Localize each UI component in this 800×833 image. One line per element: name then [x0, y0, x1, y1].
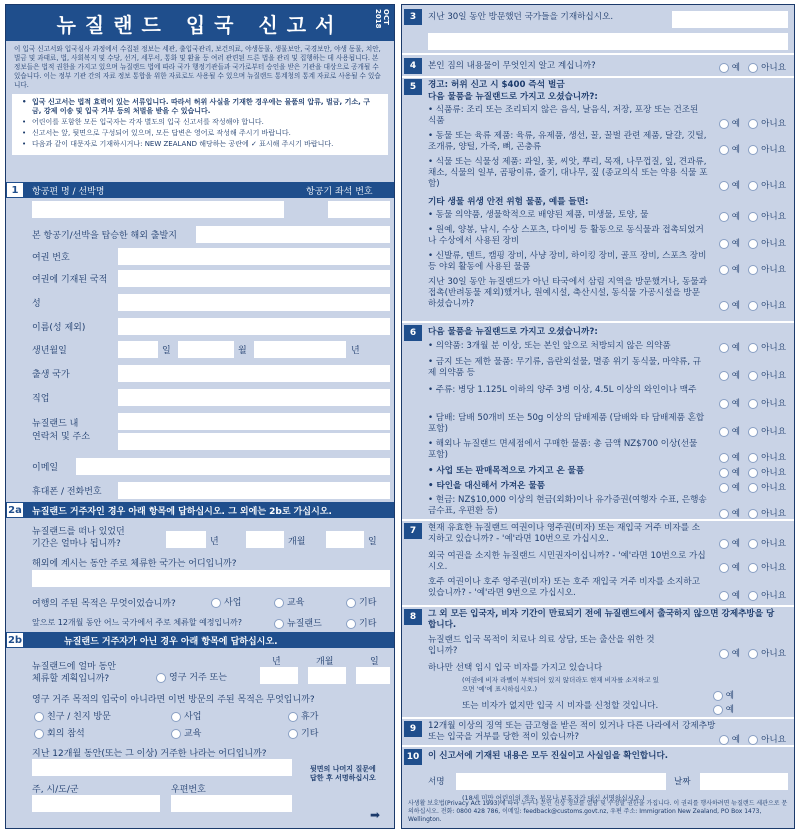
purpose-education[interactable]: 교육	[274, 595, 304, 608]
birth-country-input[interactable]	[118, 365, 390, 382]
section-num: 10	[404, 749, 422, 765]
note-1: • 입국 신고서는 법적 효력이 있는 서류입니다. 따라서 허위 사실을 기재한 경우에는 물품의 압류, 벌금, 기소, 구금, 강제 이송 및 입국 거부 등의 처벌을 받을 수 있습니다.	[22, 98, 378, 116]
section-num: 6	[404, 325, 422, 341]
divider	[402, 76, 794, 78]
nationality-label: 여권에 기재된 국적	[32, 275, 108, 285]
purpose-business[interactable]: 사업	[171, 709, 201, 722]
medical-yn[interactable]: 예 아니요	[711, 647, 786, 659]
purpose-business[interactable]: 사업	[211, 595, 241, 608]
equipment-yn[interactable]: 예 아니요	[711, 237, 786, 249]
surname-input[interactable]	[118, 294, 390, 311]
phone-input[interactable]	[118, 482, 390, 499]
s5-head: 다음 물품을 뉴질랜드로 가지고 오셨습니까?:	[428, 92, 598, 102]
s6-others-goods: • 타인을 대신해서 가져온 물품	[428, 481, 546, 491]
section-2b-title: 뉴질랜드 거주자가 아닌 경우 아래 항목에 답하십시오.	[64, 636, 278, 647]
s6-commercial: • 사업 또는 판매목적으로 가지고 온 물품	[428, 466, 585, 476]
absence-months-input[interactable]	[246, 531, 284, 548]
s7-a: 현재 유효한 뉴질랜드 여권이나 영주권(비자) 또는 재입국 거주 비자를 소지하고 있습니까? - '예'라면 10번으로 가십시오.	[428, 523, 701, 544]
absence-months-label: 개월	[288, 537, 306, 547]
absence-days-label: 일	[368, 537, 377, 547]
visit-purpose-label: 영구 거주 목적의 입국이 아니라면 이번 방문의 주된 목적은 무엇입니까?	[32, 695, 315, 705]
nz-address-label-2: 연락처 및 주소	[32, 432, 90, 442]
tobacco-yn[interactable]: 예 아니요	[711, 425, 786, 437]
dutyfree-yn[interactable]: 예 아니요	[711, 451, 786, 463]
countries-visited-input-1[interactable]	[672, 11, 788, 28]
s5-medicine: • 동물 의약품, 생물학적으로 배양된 제품, 미생물, 토양, 물	[428, 210, 649, 220]
plant-yn[interactable]: 예 아니요	[711, 179, 786, 191]
next-12-months-label: 앞으로 12개월 동안 어느 국가에서 주로 체류할 예정입니까?	[32, 618, 242, 627]
stay-length-label-2: 체류할 계획입니까?	[32, 674, 110, 684]
divider	[402, 321, 794, 323]
city-input[interactable]	[32, 795, 160, 812]
nz-address-input-2[interactable]	[118, 433, 390, 450]
absence-days-input[interactable]	[326, 531, 364, 548]
s8-visa-on-arrival: 또는 비자가 없지만 입국 시 비자를 신청할 것입니다.	[462, 701, 659, 711]
country-stayed-label: 해외에 계시는 동안 주로 체류한 국가는 어디입니까?	[32, 559, 237, 569]
dob-month-input[interactable]	[178, 341, 234, 358]
alcohol-yn[interactable]: 예 아니요	[711, 397, 786, 409]
s5-head2: 기타 생물 위생 안전 위험 물품, 예를 들면:	[428, 197, 589, 207]
countries-visited-input-2[interactable]	[428, 33, 788, 50]
s6-cash: • 현금: NZ$10,000 이상의 현금(외화)이나 유가증권(여행자 수표, 은행송금수표, 우편환 등)	[428, 495, 707, 516]
given-name-input[interactable]	[118, 318, 390, 335]
dob-month-label: 월	[238, 346, 247, 356]
s6-prohibited: • 금지 또는 제한 물품: 무기류, 음란외설물, 멸종 위기 동식물, 마약류, 규제 의약품 등	[428, 357, 702, 378]
flight-label: 항공편 명 / 선박명	[32, 187, 105, 197]
section-2a-head	[6, 502, 394, 518]
stay-months-label: 개월	[316, 657, 334, 667]
given-name-label: 이름(성 제외)	[32, 323, 86, 333]
s5-equipment: • 원예, 양봉, 낚시, 수상 스포츠, 다이빙 등 활동으로 동식물과 접촉되었거나 수상에서 사용된 장비	[428, 225, 704, 246]
s10-note: (18세 미만 어린이의 경우, 부모나 보호자가 대신 서명하십시오.)	[462, 794, 645, 802]
email-label: 이메일	[32, 463, 59, 473]
stay-months-input[interactable]	[308, 667, 346, 684]
commercial-yn[interactable]: 예 아니요	[711, 466, 786, 478]
privacy-intro: 이 입국 신고서와 입국심사 과정에서 수집된 정보는 세관, 출입국관리, 보건의료, 야생동물, 생물보안, 국경보안, 야생 동물, 치안, 벌금 및 과태료, 법, 사회복지 및 수당, 선거, 세무서, 통화 및 환율 등 여러 관련된 드른 법을 관리 및 집행하는 데 사용됩니다. 본 정보들은 법적 권한을 가지고 있으며 뉴질랜드 법에 따라 국가 행정기관들과 국가로부터 승인을 받은 기관을 대상으로 공개될 수 있습니다. 이는 정부 기관 간의 자료 정보 통합을 위한 자료로도 사용될 수 있으며 뉴질랜드 통계청의 통계 자료로 사용될 수 있습니다.	[14, 45, 381, 89]
s8-medical: 뉴질랜드 입국 목적이 치료나 의료 상담, 또는 출산을 위한 것입니까?	[428, 635, 655, 656]
absence-label-1: 뉴질랜드를 떠나 있었던	[32, 527, 125, 537]
others-goods-yn[interactable]: 예 아니요	[711, 481, 786, 493]
note-3: • 신고서는 앞, 뒷면으로 구성되어 있으며, 모든 답변은 영어로 작성해 주시기 바랍니다.	[22, 129, 378, 138]
next-other[interactable]: 기타	[346, 616, 376, 629]
cash-yn[interactable]: 예 아니요	[711, 507, 786, 519]
absence-years-label: 년	[210, 537, 219, 547]
country-stayed-input[interactable]	[32, 570, 390, 587]
food-yn[interactable]: 예 아니요	[711, 117, 786, 129]
criminal-yn[interactable]: 예 아니요	[711, 733, 786, 745]
section-num: 5	[404, 79, 422, 95]
occupation-input[interactable]	[118, 389, 390, 406]
stay-years-label: 년	[272, 657, 281, 667]
s8-visa-note: (여권에 비자 라벨이 부착되어 있지 않더라도 현재 비자를 소지하고 있으면 '예'에 표시하십시오.)	[462, 676, 659, 693]
s6-dutyfree: • 해외나 뉴질랜드 면세점에서 구매한 물품: 총 금액 NZ$700 이상(선물 포함)	[428, 439, 698, 460]
permanent-option[interactable]: 영구 거주 또는	[156, 670, 227, 683]
s7-c: 호주 여권이나 호주 영주권(비자) 또는 호주 재입국 거주 비자를 소지하고 있습니까? - '예'라면 9번으로 가십시오.	[428, 577, 701, 598]
purpose-visit-friends[interactable]: 친구 / 친지 방문	[34, 709, 111, 722]
absence-years-input[interactable]	[166, 531, 206, 548]
section-num: 2a	[6, 502, 24, 518]
divider	[402, 745, 794, 747]
passport-label: 여권 번호	[32, 253, 70, 263]
s5-plant: • 식물 또는 식물성 제품: 과일, 꽃, 씨앗, 뿌리, 목재, 나무껍질, 잎, 견과류, 채소, 식물의 일부, 곰팡이류, 줄기, 대나무, 짚 (종교의식 또는 약용 식물 포함)	[428, 157, 708, 189]
s7-b: 외국 여권을 소지한 뉴질랜드 시민권자이십니까? - '예'라면 10번으로 가십시오.	[428, 551, 706, 572]
seat-label: 항공기 좌석 번호	[306, 187, 373, 197]
medicine-yn[interactable]: 예 아니요	[711, 341, 786, 353]
section-num: 2b	[6, 632, 24, 648]
s6-alcohol: • 주류: 병당 1.125L 이하의 양주 3병 이상, 4.5L 이상의 와인이나 맥주	[428, 385, 697, 395]
signature-label: 서명	[428, 777, 445, 787]
section-2b-head	[6, 632, 394, 648]
visa-on-arrival-yes[interactable]: 예	[705, 703, 734, 715]
occupation-label: 직업	[32, 394, 50, 404]
nz-address-input-1[interactable]	[118, 413, 390, 430]
note-2: • 어린이를 포함한 모든 입국자는 각자 별도의 입국 신고서를 작성해야 합니다.	[22, 118, 378, 127]
s5-animal: • 동물 또는 육류 제품: 육류, 유제품, 생선, 꿀, 꿀벌 관련 제품, 달걀, 깃털, 조개류, 양털, 가죽, 뼈, 곤충류	[428, 131, 707, 152]
section-num: 9	[404, 721, 422, 737]
s10-text: 이 신고서에 기재된 내용은 모두 진실이고 사실임을 확인합니다.	[428, 751, 669, 761]
instructions	[12, 94, 388, 155]
nationality-input[interactable]	[118, 270, 390, 287]
s8-visa: 하나만 선택 임시 입국 비자를 가지고 있습니다	[428, 663, 603, 673]
stay-days-label: 일	[370, 657, 379, 667]
note-4: • 다음과 같이 대문자로 기재하시거나: NEW ZEALAND 해당하는 공란에 ✓ 표시해 주시기 바랍니다.	[22, 140, 378, 149]
bio-yn[interactable]: 예 아니요	[711, 210, 786, 222]
section-2a-title: 뉴질랜드 거주자인 경우 아래 항목에 답하십시오. 그 외에는 2b로 가십시오.	[32, 506, 332, 517]
phone-label: 휴대폰 / 전화번호	[32, 487, 102, 497]
outdoor-yn[interactable]: 예 아니요	[711, 263, 786, 275]
dob-day-label: 일	[162, 346, 171, 356]
nz-address-label-1: 뉴질랜드 내	[32, 419, 79, 429]
absence-label-2: 기간은 얼마나 됩니까?	[32, 539, 121, 549]
bag-contents-label: 본인 짐의 내용물이 무엇인지 알고 계십니까?	[428, 61, 596, 71]
section-num: 4	[404, 58, 422, 74]
prohibited-yn[interactable]: 예 아니요	[711, 369, 786, 381]
section-1	[6, 182, 394, 497]
flight-input[interactable]	[32, 201, 284, 218]
s6-tobacco: • 담배: 담배 50개비 또는 50g 이상의 담배제품 (담배와 타 담배제품 혼합 포함)	[428, 413, 705, 434]
residence-country-input[interactable]	[32, 759, 292, 776]
birth-country-label: 출생 국가	[32, 370, 70, 380]
s6-head: 다음 물품을 뉴질랜드로 가지고 오셨습니까?:	[428, 327, 598, 337]
purpose-other[interactable]: 기타	[346, 595, 376, 608]
page-title: 뉴질랜드 입국 신고서	[56, 12, 344, 37]
dob-label: 생년월일	[32, 346, 67, 356]
city-label: 주, 시/도/군	[32, 785, 79, 795]
visa-yes[interactable]: 예	[705, 689, 734, 701]
form-code: OCT 2018	[374, 9, 390, 29]
section-num: 8	[404, 609, 422, 625]
stay-days-input[interactable]	[356, 667, 390, 684]
purpose-education[interactable]: 교육	[171, 726, 201, 739]
next-nz[interactable]: 뉴질랜드	[274, 616, 322, 629]
s7-a-yn[interactable]: 예 아니요	[711, 537, 786, 549]
section-num: 3	[404, 9, 422, 25]
visit-yn[interactable]: 예 아니요	[711, 299, 786, 311]
title-bar	[6, 5, 394, 41]
passport-input[interactable]	[118, 248, 390, 265]
stay-length-label-1: 뉴질랜드에 얼마 동안	[32, 662, 116, 672]
section-2a	[6, 502, 394, 629]
section-num: 1	[6, 182, 24, 198]
stay-years-input[interactable]	[260, 667, 298, 684]
departure-input[interactable]	[196, 226, 390, 243]
section-2b	[6, 632, 394, 822]
dob-year-label: 년	[351, 346, 360, 356]
departure-label: 본 항공기/선박을 탑승한 해외 출발지	[32, 231, 177, 241]
surname-label: 성	[32, 299, 41, 309]
divider	[402, 53, 794, 55]
privacy-footer: 사생활 보호법(Privacy Act 1993)에 따라 누구나 본인 신상 정보를 열람 및 수정할 권한을 가집니다. 이 권리를 행사하려면 뉴질랜드 세관으로 문의하십시오. 전화: 0800 428 786, 이메일: feedback@customs.govt.nz, 우편 주소: Immigration New Zealand, PO Box 1473, Wellington.	[408, 800, 788, 823]
seat-input[interactable]	[328, 201, 390, 218]
s5-outdoor: • 신발류, 텐트, 캠핑 장비, 사냥 장비, 하이킹 장비, 골프 장비, 스포츠 장비 등 야외 활동에 사용된 물품	[428, 251, 707, 272]
s8-head: 그 외 모든 입국자, 비자 기간이 만료되기 전에 뉴질랜드에서 출국하지 않으면 강제추방을 당합니다.	[428, 609, 775, 630]
date-label: 날짜	[674, 777, 691, 787]
purpose-holiday[interactable]: 휴가	[288, 709, 318, 722]
divider	[402, 717, 794, 719]
purpose-label: 여행의 주된 목적은 무엇이었습니까?	[32, 599, 176, 609]
postcode-label: 우편번호	[171, 785, 206, 795]
warning: 경고: 허위 신고 시 $400 즉석 벌금	[428, 80, 565, 90]
s5-visit: 지난 30일 동안 뉴질랜드가 아닌 타국에서 삼림 지역을 방문했거나, 동물과 접촉(반려동물 제외)했거나, 원예시설, 축산시설, 동식물 가공시설을 방문하셨습니까?	[428, 277, 707, 309]
signature-input[interactable]	[456, 773, 666, 790]
email-input[interactable]	[76, 458, 390, 475]
s5-food: • 식품류: 조리 또는 조리되지 않은 음식, 날음식, 저장, 포장 또는 건조된 식품	[428, 105, 699, 126]
s9-text: 12개월 이상의 징역 또는 금고형을 받은 적이 있거나 다른 나라에서 강제추방 또는 입국을 거부를 당한 적이 있습니까?	[428, 721, 716, 742]
divider	[402, 519, 794, 521]
residence-country-label: 지난 12개월 동안(또는 그 이상) 거주한 나라는 어디입니까?	[32, 749, 267, 759]
date-input[interactable]	[700, 773, 788, 790]
purpose-other[interactable]: 기타	[288, 726, 318, 739]
countries-visited-label: 지난 30일 동안 방문했던 국가들을 기재하십시오.	[428, 12, 614, 22]
purpose-conference[interactable]: 회의 참석	[34, 726, 85, 739]
front-panel	[5, 4, 395, 829]
turn-over-note: 뒷면의 나머지 질문에 답한 후 서명하십시오	[310, 765, 376, 782]
divider	[402, 605, 794, 607]
dob-year-input[interactable]	[254, 341, 346, 358]
section-num: 7	[404, 523, 422, 539]
back-panel	[401, 4, 795, 829]
s7-c-yn[interactable]: 예 아니요	[711, 589, 786, 601]
s6-medicine: • 의약품: 3개월 분 이상, 또는 본인 앞으로 처방되지 않은 의약품	[428, 341, 671, 351]
animal-yn[interactable]: 예 아니요	[711, 143, 786, 155]
dob-day-input[interactable]	[118, 341, 158, 358]
arrow-right-icon: ➡	[370, 808, 381, 822]
postcode-input[interactable]	[171, 795, 292, 812]
s7-b-yn[interactable]: 예 아니요	[711, 561, 786, 573]
bag-contents-yn[interactable]: 예 아니요	[711, 61, 786, 73]
